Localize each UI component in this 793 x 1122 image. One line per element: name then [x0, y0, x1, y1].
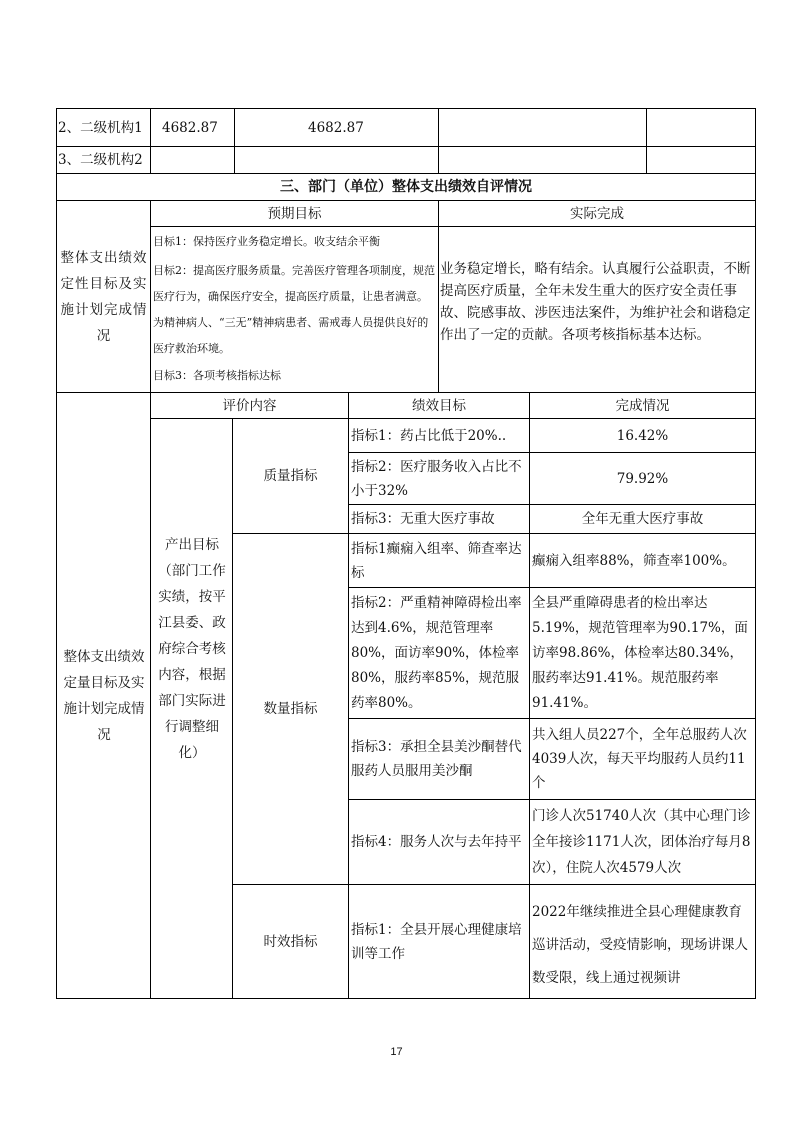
indicator-target: 指标1：全县开展心理健康培训等工作 [351, 921, 522, 962]
indicator-target: 指标4：服务人次与去年持平 [351, 834, 522, 850]
indicator-result: 门诊人次51740人次（其中心理门诊全年接诊1171人次，团体治疗每月8次），住院人次4579人次 [532, 808, 751, 876]
actual-completion-header: 实际完成 [570, 205, 624, 222]
output-goal-label: 产出目标（部门工作实绩，按平江县委、政府综合考核内容，根据部门实际进行调整细化） [158, 536, 226, 761]
indicator-result: 全年无重大医疗事故 [581, 511, 704, 527]
indicator-result: 2022年继续推进全县心理健康教育巡讲活动，受疫情影响，现场讲课人数受限，线上通过视频讲 [532, 904, 748, 986]
budget-row-value: 4682.87 [308, 119, 364, 136]
indicator-target: 指标2：医疗服务收入占比不小于32% [351, 458, 522, 499]
expected-goals-header: 预期目标 [267, 205, 322, 222]
target-header: 绩效目标 [412, 397, 466, 414]
indicator-result: 癫痫入组率88%，筛查率100%。 [532, 552, 736, 569]
indicator-result: 16.42% [616, 427, 669, 444]
actual-completion-text: 业务稳定增长，略有结余。认真履行公益职责，不断提高医疗质量，全年未发生重大的医疗安全责任事故、院感事故、涉医违法案件，为维护社会和谐稳定作出了一定的贡献。各项考核指标基本达标。 [440, 261, 751, 343]
quality-indicator-label: 质量指标 [263, 468, 318, 484]
indicator-result: 共入组人员227个，全年总服药人次4039人次，每天平均服药人员约11个 [532, 727, 747, 791]
goal-1: 目标1：保持医疗业务稳定增长。收支结余平衡 [153, 235, 380, 248]
page-number: 17 [390, 1046, 403, 1058]
section-title: 三、部门（单位）整体支出绩效自评情况 [280, 179, 532, 195]
indicator-target: 指标1：药占比低于20%.. [351, 427, 507, 444]
goal-2: 目标2：提高医疗服务质量。完善医疗管理各项制度，规范医疗行为，确保医疗安全，提高医疗质量，让患者满意。为精神病人、“三无”精神病患者、需戒毒人员提供良好的医疗救治环境。 [153, 264, 435, 355]
quantity-indicator-label: 数量指标 [263, 701, 318, 717]
indicator-target: 指标1癫痫入组率、筛查率达标 [351, 540, 522, 581]
indicator-result: 全县严重障碍患者的检出率达5.19%，规范管理率为90.17%，面访率98.86%，体检率达80.34%，服药率达91.41%。规范服药率91.41%。 [532, 594, 748, 711]
qualitative-row-label: 整体支出绩效定性目标及实施计划完成情况 [60, 249, 148, 344]
result-header: 完成情况 [615, 397, 670, 414]
indicator-target: 指标3：无重大医疗事故 [351, 511, 495, 527]
budget-row-value: 4682.87 [162, 119, 218, 136]
indicator-result: 79.92% [616, 470, 669, 487]
timeliness-indicator-label: 时效指标 [263, 933, 318, 950]
budget-row-label: 2、二级机构1 [58, 119, 143, 136]
goal-3: 目标3：各项考核指标达标 [153, 369, 281, 382]
indicator-target: 指标3：承担全县美沙酮替代服药人员服用美沙酮 [351, 739, 522, 779]
quantitative-row-label: 整体支出绩效定量目标及实施计划完成情况 [63, 648, 145, 743]
indicator-target: 指标2：严重精神障碍检出率达到4.6%，规范管理率80%，面访率90%，体检率80%，服药率85%，规范服药率80%。 [351, 594, 522, 711]
budget-row-label: 3、二级机构2 [58, 152, 143, 168]
eval-content-header: 评价内容 [222, 397, 277, 414]
